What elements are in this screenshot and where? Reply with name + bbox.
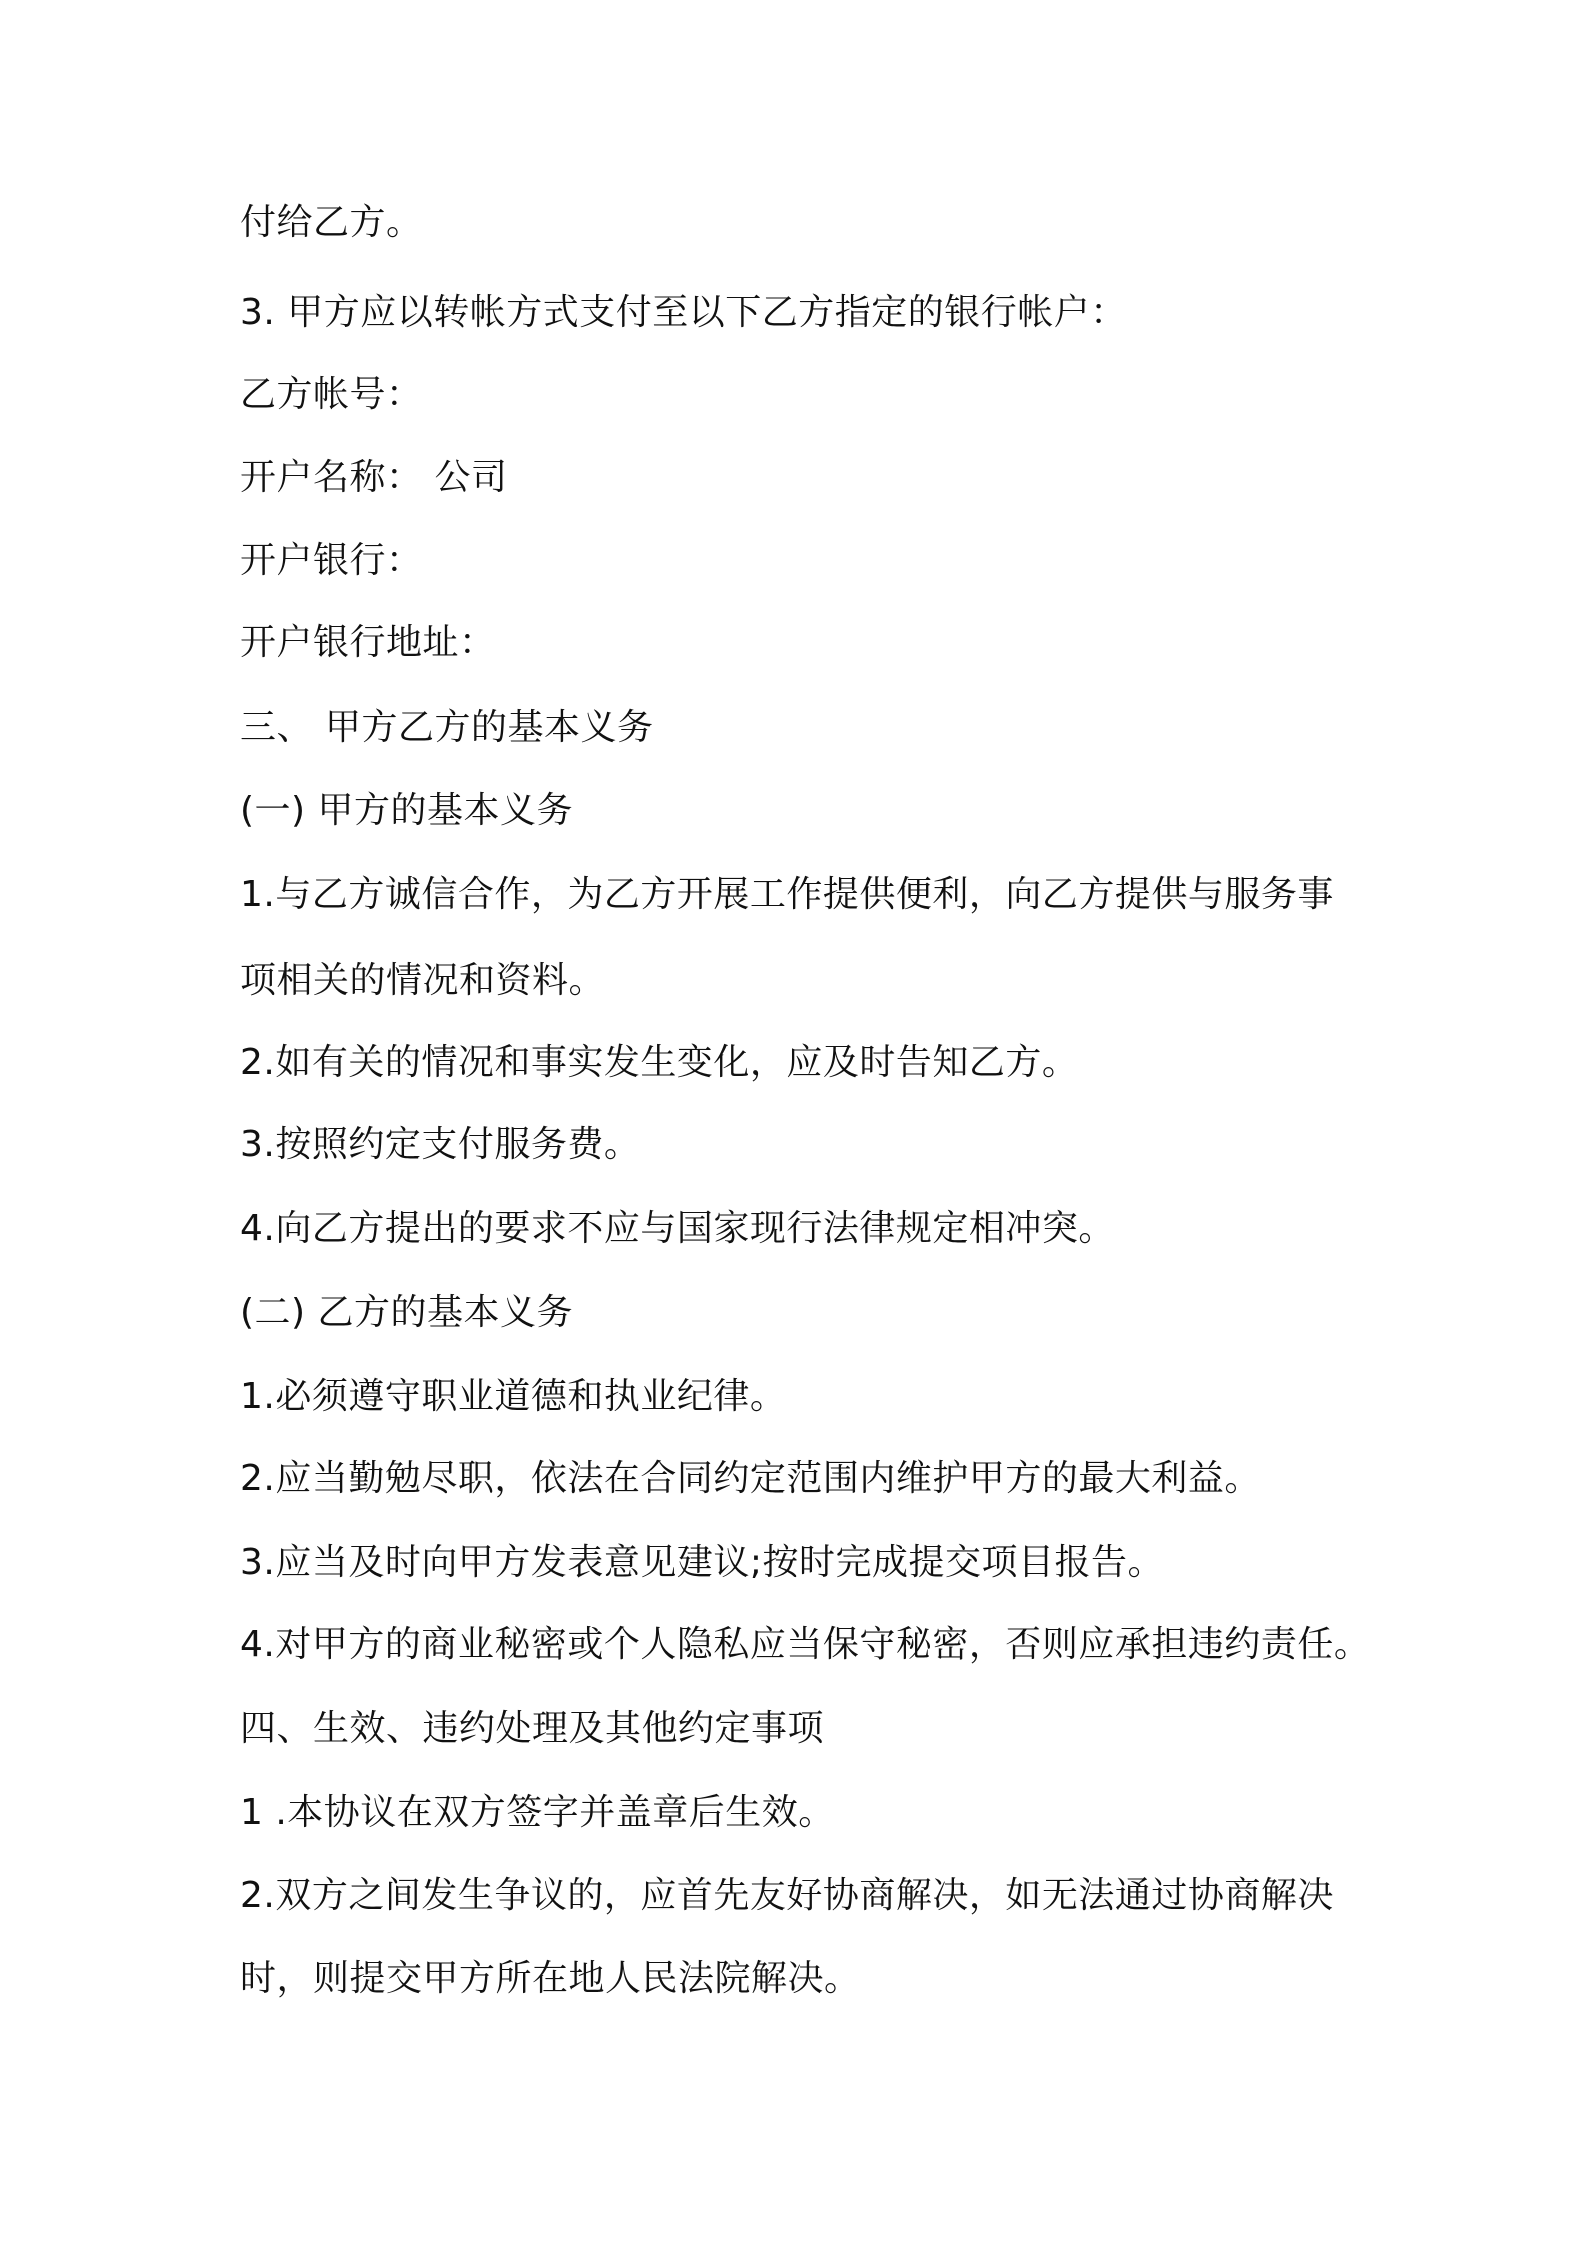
subheading-party-a-obligations: (一) 甲方的基本义务 [240,790,574,831]
list-item-c2-continuation: 时，则提交甲方所在地人民法院解决。 [240,1958,861,1999]
text-line-payment-method: 3. 甲方应以转帐方式支付至以下乙方指定的银行帐户： [240,292,1127,333]
list-item-b3: 3.应当及时向甲方发表意见建议;按时完成提交项目报告。 [240,1542,1164,1583]
subheading-party-b-obligations: (二) 乙方的基本义务 [240,1292,574,1333]
list-item-b1: 1.必须遵守职业道德和执业纪律。 [240,1376,787,1417]
list-item-a1: 1.与乙方诚信合作，为乙方开展工作提供便利，向乙方提供与服务事 [240,874,1334,915]
list-item-c2: 2.双方之间发生争议的，应首先友好协商解决，如无法通过协商解决 [240,1875,1334,1916]
section-heading-effectiveness: 四、生效、违约处理及其他约定事项 [240,1708,825,1749]
list-item-a3: 3.按照约定支付服务费。 [240,1124,641,1165]
list-item-a1-continuation: 项相关的情况和资料。 [240,960,606,1001]
text-line-account-name: 开户名称： 公司 [240,457,508,498]
text-line-account-number: 乙方帐号： [240,374,423,415]
list-item-b4: 4.对甲方的商业秘密或个人隐私应当保守秘密，否则应承担违约责任。 [240,1624,1371,1665]
list-item-a2: 2.如有关的情况和事实发生变化，应及时告知乙方。 [240,1042,1079,1083]
list-item-b2: 2.应当勤勉尽职，依法在合同约定范围内维护甲方的最大利益。 [240,1458,1261,1499]
text-line-bank: 开户银行： [240,540,423,581]
text-line-bank-address: 开户银行地址： [240,622,496,663]
section-heading-obligations: 三、 甲方乙方的基本义务 [240,707,654,748]
list-item-a4: 4.向乙方提出的要求不应与国家现行法律规定相冲突。 [240,1208,1115,1249]
list-item-c1: 1 .本协议在双方签字并盖章后生效。 [240,1792,835,1833]
text-line-payment-continuation: 付给乙方。 [240,202,423,243]
